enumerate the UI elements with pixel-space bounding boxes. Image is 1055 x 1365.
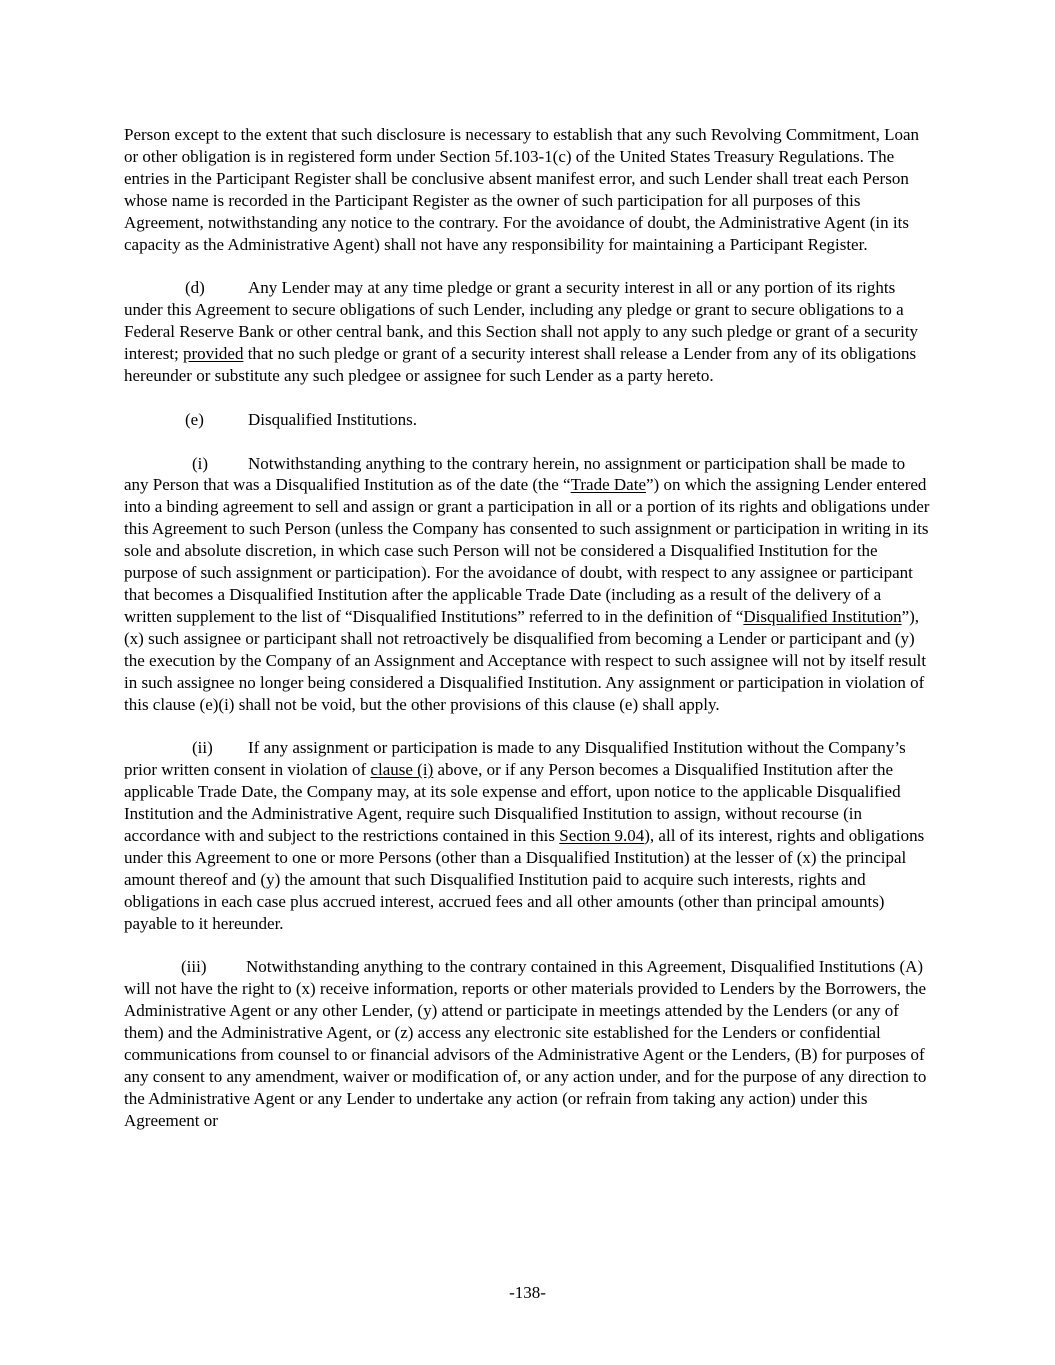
paragraph-ii: (ii) If any assignment or participation is made to any Disqualified Institution without the Company’s prior written consent in violation of clause (i) above, or if any Person becomes a Disqualified Institution after the applicable Trade Date, the Company may, at its sole expense and effort, upon notice to the applicable Disqualified Institution and the Administrative Agent, require such Disqualified Institution to assign, without recourse (in accordance with and subject to the restrictions contained in this Section 9.04), all of its interest, rights and obligations under this Agreement to one or more Persons (other than a Disqualified Institution) at the lesser of (x) the principal amount thereof and (y) the amount that such Disqualified Institution paid to acquire such interests, rights and obligations in each case plus accrued interest, accrued fees and all other amounts (other than principal amounts) payable to it hereunder. (124, 738, 925, 933)
clause-label-ii: (ii) (192, 738, 213, 758)
document-body (124, 124, 932, 1154)
paragraph-participant-register: Person except to the extent that such disclosure is necessary to establish that any such Revolving Commitment, Loan or other obligation is in registered form under Section 5f.103-1(c) of the United States Treasury Regulations. The entries in the Participant Register shall be conclusive absent manifest error, and such Lender shall treat each Person whose name is recorded in the Participant Register as the owner of such participation for all purposes of this Agreement, notwithstanding any notice to the contrary. For the avoidance of doubt, the Administrative Agent (in its capacity as the Administrative Agent) shall not have any responsibility for maintaining a Participant Register. (124, 125, 920, 254)
heading-disqualified-institutions: Disqualified Institutions. (248, 409, 418, 429)
clause-label-e: (e) (185, 409, 204, 429)
defined-term-disqualified-institution: Disqualified Institution (743, 606, 902, 626)
provided-term: provided (183, 344, 244, 364)
reference-clause-i: clause (i) (370, 760, 434, 780)
paragraph-d: (d) Any Lender may at any time pledge or grant a security interest in all or any portion of its rights under this Agreement to secure obligations of such Lender, including any pledge or grant to secure obligations to a Federal Reserve Bank or other central bank, and this Section shall not apply to any such pledge or grant of a security interest; provided that no such pledge or grant of a security interest shall release a Lender from any of its obligations hereunder or substitute any such pledgee or assignee for such Lender as a party hereto. (124, 278, 919, 385)
page-number: -138- (509, 1283, 546, 1302)
paragraph-iii: (iii) Notwithstanding anything to the contrary contained in this Agreement, Disqualified Institutions (A) will not have the right to (x) receive information, reports or other materials provided to Lenders by the Borrowers, the Administrative Agent or any other Lender, (y) attend or participate in meetings attended by the Lenders (or any of them) and the Administrative Agent, or (z) access any electronic site established for the Lenders or confidential communications from counsel to or financial advisors of the Administrative Agent or the Lenders, (B) for purposes of any consent to any amendment, waiver or modification of, or any action under, and for the purpose of any direction to the Administrative Agent or any Lender to undertake any action (or refrain from taking any action) under this Agreement or (124, 957, 927, 1130)
clause-label-d: (d) (185, 278, 205, 298)
reference-section-9-04: Section 9.04 (559, 825, 645, 845)
clause-label-i: (i) (192, 453, 209, 473)
clause-label-iii: (iii) (181, 957, 207, 977)
paragraph-i: (i) Notwithstanding anything to the contrary herein, no assignment or participation shall be made to any Person that was a Disqualified Institution as of the date (the “Trade Date”) on which the assigning Lender entered into a binding agreement to sell and assign or grant a participation in all or a portion of its rights and obligations under this Agreement to such Person (unless the Company has consented to such assignment or participation in writing in its sole and absolute discretion, in which case such Person will not be considered a Disqualified Institution for the purpose of such assignment or participation). For the avoidance of doubt, with respect to any assignee or participant that becomes a Disqualified Institution after the applicable Trade Date (including as a result of the delivery of a written supplement to the list of “Disqualified Institutions” referred to in the definition of “Disqualified Institution”), (x) such assignee or participant shall not retroactively be disqualified from becoming a Lender or participant and (y) the execution by the Company of an Assignment and Acceptance with respect to such assignee will not by itself result in such assignee no longer being considered a Disqualified Institution. Any assignment or participation in violation of this clause (e)(i) shall not be void, but the other provisions of this clause (e) shall apply. (124, 453, 930, 714)
defined-term-trade-date: Trade Date (570, 475, 646, 495)
paragraph-e (124, 409, 932, 431)
